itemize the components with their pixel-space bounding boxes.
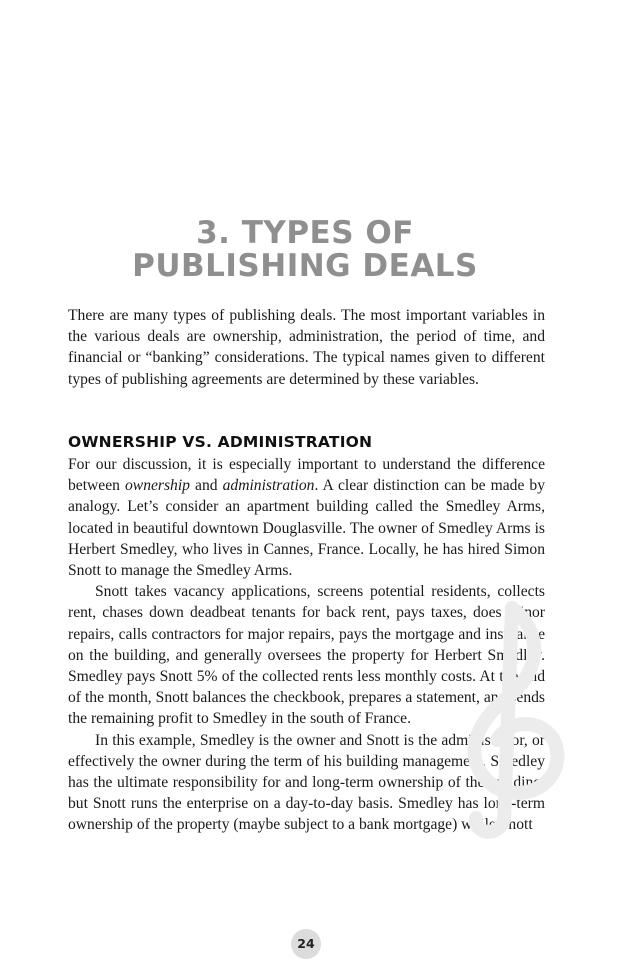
- page-number: 24: [291, 929, 321, 959]
- chapter-title: [0, 217, 610, 283]
- section-paragraph-3: In this example, Smedley is the owner and Snott is the administrator, or effectively the owner during the term of his building management. Smedley has the ultimate responsibility for and long-term ownership of the building, but Snott runs the enterprise on a day-to-day basis. Smedley has long-term ownership of the property (maybe subject to a bank mortgage) while Snott: [68, 731, 545, 834]
- paragraph-1-text-c: . A clear distinction can be made by analogy. Let’s consider an apartment building called the Smedley Arms, located in beautiful downtown Douglasville. The owner of Smedley Arms is Herbert Smedley, who lives in Cannes, France. Locally, he has hired Simon Snott to manage the Smedley Arms.: [68, 477, 546, 580]
- section-paragraph-1: [68, 454, 545, 581]
- paragraph-1-text-b: and: [189, 477, 223, 495]
- chapter-title-line-2: PUBLISHING DEALS: [132, 248, 478, 284]
- section-paragraph-2: Snott takes vacancy applications, screens potential residents, collects rent, chases down deadbeat tenants for back rent, pays taxes, does minor repairs, calls contractors for major repairs, pays the mortgage and insurance on the building, and generally oversees the property for Herbert Smedley. Smedley pays Snott 5% of the collected rents less monthly costs. At the end of the month, Snott balances the checkbook, prepares a statement, and sends the remaining profit to Smedley in the south of France.: [68, 583, 545, 728]
- ownership-emphasis: ownership: [125, 477, 190, 495]
- chapter-title-line-1: 3. TYPES OF: [196, 215, 414, 251]
- section-heading: OWNERSHIP VS. ADMINISTRATION: [68, 433, 373, 451]
- paragraph-1-text-a: For our discussion, it is especially important to understand the difference between: [68, 456, 545, 495]
- intro-paragraph: There are many types of publishing deals. The most important variables in the various deals are ownership, administration, the period of time, and financial or “banking” considerations. The typical names given to different types of publishing agreements are determined by these variables.: [68, 307, 545, 388]
- administration-emphasis: administration: [222, 477, 315, 495]
- section-body: [68, 454, 545, 836]
